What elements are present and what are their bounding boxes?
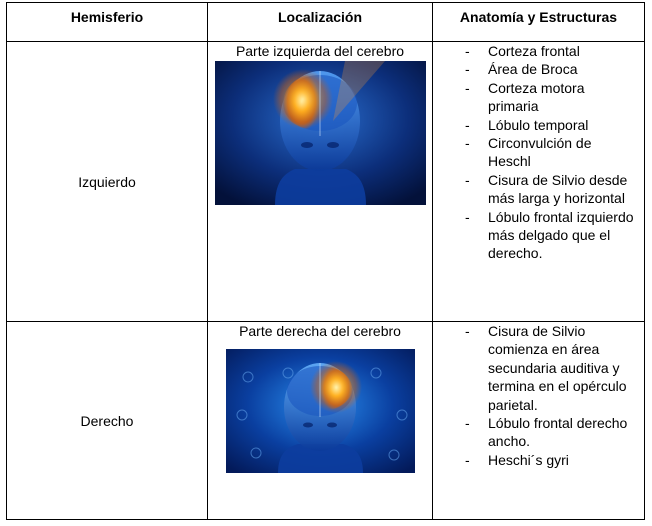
location-label: Parte izquierda del cerebro bbox=[235, 43, 405, 59]
structures-list bbox=[433, 42, 644, 263]
list-item: - Área de Broca bbox=[433, 60, 638, 78]
location-cell bbox=[208, 42, 433, 322]
list-item: - Lóbulo frontal izquierdo más delgado que el derecho. bbox=[433, 208, 638, 263]
location-label: Parte derecha del cerebro bbox=[239, 323, 401, 339]
location-cell bbox=[208, 322, 433, 520]
structures-cell bbox=[433, 322, 645, 520]
structures-list bbox=[433, 322, 644, 469]
list-item: - Heschi´s gyri bbox=[433, 451, 638, 469]
list-item: - Corteza motora primaria bbox=[433, 79, 638, 116]
header-structures: Anatomía y Estructuras bbox=[433, 3, 645, 42]
list-item: - Circonvulción de Heschl bbox=[433, 134, 638, 171]
table-row bbox=[7, 42, 645, 322]
table-row bbox=[7, 322, 645, 520]
brain-left-glow-icon bbox=[215, 61, 426, 205]
list-item: - Cisura de Silvio comienza en área secundaria auditiva y termina en el opérculo parietal. bbox=[433, 322, 638, 414]
list-item: - Corteza frontal bbox=[433, 42, 638, 60]
list-item: - Lóbulo temporal bbox=[433, 116, 638, 134]
list-item: - Cisura de Silvio desde más larga y horizontal bbox=[433, 171, 638, 208]
list-item: - Lóbulo frontal derecho ancho. bbox=[433, 414, 638, 451]
hemisphere-cell: Derecho bbox=[7, 322, 208, 520]
header-location: Localización bbox=[208, 3, 433, 42]
header-hemisphere: Hemisferio bbox=[7, 3, 208, 42]
hemisphere-cell: Izquierdo bbox=[7, 42, 208, 322]
header-row bbox=[7, 3, 645, 42]
hemispheres-table bbox=[6, 2, 645, 520]
brain-right-glow-icon bbox=[226, 349, 415, 473]
structures-cell bbox=[433, 42, 645, 322]
